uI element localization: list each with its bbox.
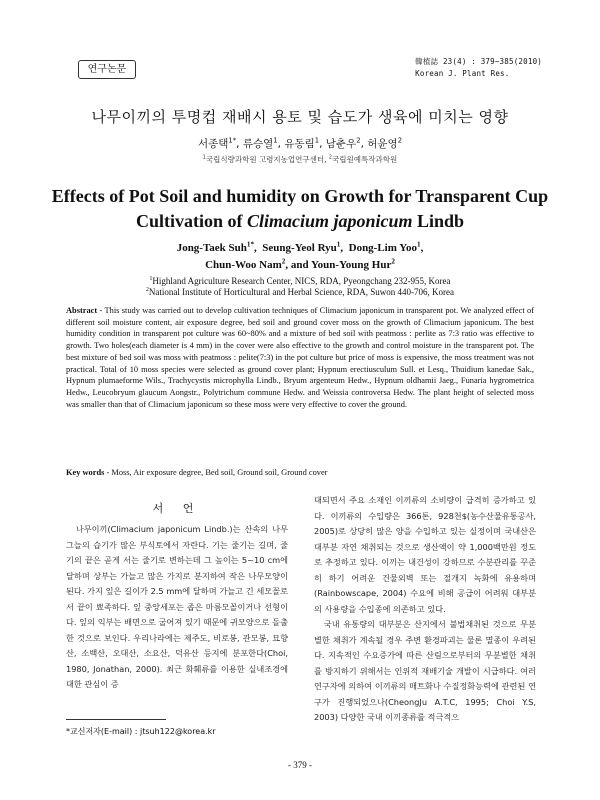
english-affiliations: $^1$Highland Agriculture Research Center, NICS, RDA, Pyeongchang 232-955, Korea $^2$National Institute of Horticultural and Herbal Science, RDA, Suwon 440-706, Korea	[145, 276, 455, 297]
english-authors-line1: Jong-Taek Suh$^{1*}$, Seung-Yeol Ryu$^1$, Dong-Lim Yoo$^1$,	[176, 240, 424, 254]
journal-citation-line: 韓植誌 23(4) : 379~385(2010)	[415, 57, 542, 66]
english-authors-line2: Chun-Woo Nam$^2$, and Youn-Young Hur$^2$	[205, 257, 395, 271]
keywords-label: Key words	[66, 468, 105, 477]
intro-left-column	[66, 522, 288, 693]
paragraph: 국내 유통량의 대부분은 산지에서 불법채취된 것으로 무분별한 채취가 계속될 경우 주변 환경파괴는 물론 멸종이 우려된다. 지속적인 수요증가에 따른 산림으로부터의 무분별한 채취를 방지하기 위해서는 인위적 재배기술 개발이 시급하다. 여러 연구자에 의하여 이끼류의 매트화나 수질정화능력에 관련된 연구가 진행되었으나(CheongJu A.T.C, 1995; Choi Y.S, 2003) 다양한 국내 이끼종류를 적극적으	[314, 619, 536, 722]
english-title: Effects of Pot Soil and humidity on Growth for Transparent Cup Cultivation of Climacium japonicum Lindb	[51, 186, 549, 231]
abstract-label: Abstract	[66, 306, 98, 315]
korean-author: 서종택$^{1*}$	[197, 136, 237, 150]
korean-author: 류승열$^1$	[242, 136, 278, 150]
keywords	[66, 468, 534, 477]
korean-author: 남춘우$^2$	[325, 136, 361, 150]
corresponding-author-footnote: *교신저자(E-mail) : jtsuh122@korea.kr	[66, 727, 216, 736]
korean-authors: 서종택$^{1*}$, 류승열$^1$, 유동림$^1$, 남춘우$^2$, 허윤영$^2$	[197, 136, 403, 150]
page-number: - 379 -	[288, 760, 312, 770]
paragraph: 대되면서 주요 소재인 이끼류의 소비량이 급격히 증가하고 있다. 이끼류의 수입량은 366톤, 928천$(농수산물유통공사, 2005)로 상당히 많은 양을 수입하고 있는 실정이며 국내산은 대부분 자연 채취되는 것으로 생산액이 약 1,000백만원 정도로 추정하고 있다. 이끼는 내건성이 강하므로 수분관리를 꾸준히 하기 어려운 건물외벽 또는 절개지 녹화에 유용하며(Rainbowscape, 2004) 수요에 비해 공급이 어려워 대부분의 사용량을 수입종에 의존하고 있다.	[314, 495, 536, 614]
keywords-text: - Moss, Air exposure degree, Bed soil, Ground soil, Ground cover	[104, 468, 328, 477]
species-name: Climacium japonicum	[246, 211, 413, 231]
article-type-badge: 연구논문	[78, 60, 136, 79]
section-heading-introduction: 서 언	[152, 502, 202, 515]
journal-citation	[415, 56, 542, 80]
korean-title: 나무이끼의 투명컵 재배시 용토 및 습도가 생육에 미치는 영향	[91, 108, 509, 126]
abstract	[66, 305, 534, 410]
journal-name-line: Korean J. Plant Res.	[415, 69, 510, 78]
paragraph: 나무이끼(Climacium japonicum Lindb.)는 산속의 나무그늘의 습기가 많은 부식토에서 자란다. 기는 줄기는 길며, 줄기의 끝은 곧게 서는 줄기로 변하는데 그 높이는 5~10 cm에 달하며 상부는 가늘고 많은 가지로 분지하여 작은 나무모양이 된다. 가지 잎은 길이가 2.5 mm에 달하며 가늘고 긴 세모꼴로서 끝이 뾰족하다. 잎 중앙세포는 좁은 마름모꼴이거나 선형이다. 잎의 익부는 배면으로 굽어져 있기 때문에 귀모양으로 돌출한 것으로 보인다. 우리나라에는 제주도, 비로봉, 관모봉, 묘향산, 소백산, 오대산, 소요산, 덕유산 등지에 분포한다(Choi, 1980, Jonathan, 2000). 최근 화훼류를 이용한 실내조경에 대한 관심이 증	[66, 524, 288, 689]
abstract-text: - This study was carried out to develop cultivation techniques of Climacium japonicum in transparent pot. We analyzed effect of different soil moisture content, air exposure degree, bed soil and ground cover moss on the growth of Climacium japonicum. The best humidity condition in transparent pot culture was 60~80% and a mixture of bed soil with peatmoss : perlite as 7:3 ratio was effective to growth. Two holes(each diameter is 4 mm) in the cover were also effective to the growth and control moisture in the transparent pot. The best mixture of bed soil was moss with peatmoss : pelite(7:3) in the pot culture but price of moss is expensive, the moss treatment was not practical. Total of 10 moss species were selected as ground cover plant; Hypnum erectiusculum Sull. et Lesq., Thuidium kanedae Sak., Hypnum plumaeforme Wils., Trachycystis microphylla Lindb., Bryum argenteum Hedw., Hypnum oldhamii Jaeg., Funaria hygrometrica Hedw., Leucobryum glaucum Aongstr., Polytrichum commune Hedw. and Weissia controversa Hedw. The plant height of selected moss was smaller than that of Climacium japonicum so these moss were very effective to cover the ground.	[66, 306, 534, 409]
footnote-rule	[66, 719, 166, 720]
korean-author: 허윤영$^2$	[367, 136, 403, 150]
korean-author: 유동림$^1$	[284, 136, 320, 150]
english-authors	[0, 240, 600, 274]
korean-affiliations: $^1$국립식량과학원 고령지농업연구센터, $^2$국립원예특작과학원	[202, 154, 398, 164]
english-title-line1: Effects of Pot Soil and humidity on Growth for Transparent Cup	[51, 186, 549, 206]
intro-right-column	[314, 493, 536, 726]
